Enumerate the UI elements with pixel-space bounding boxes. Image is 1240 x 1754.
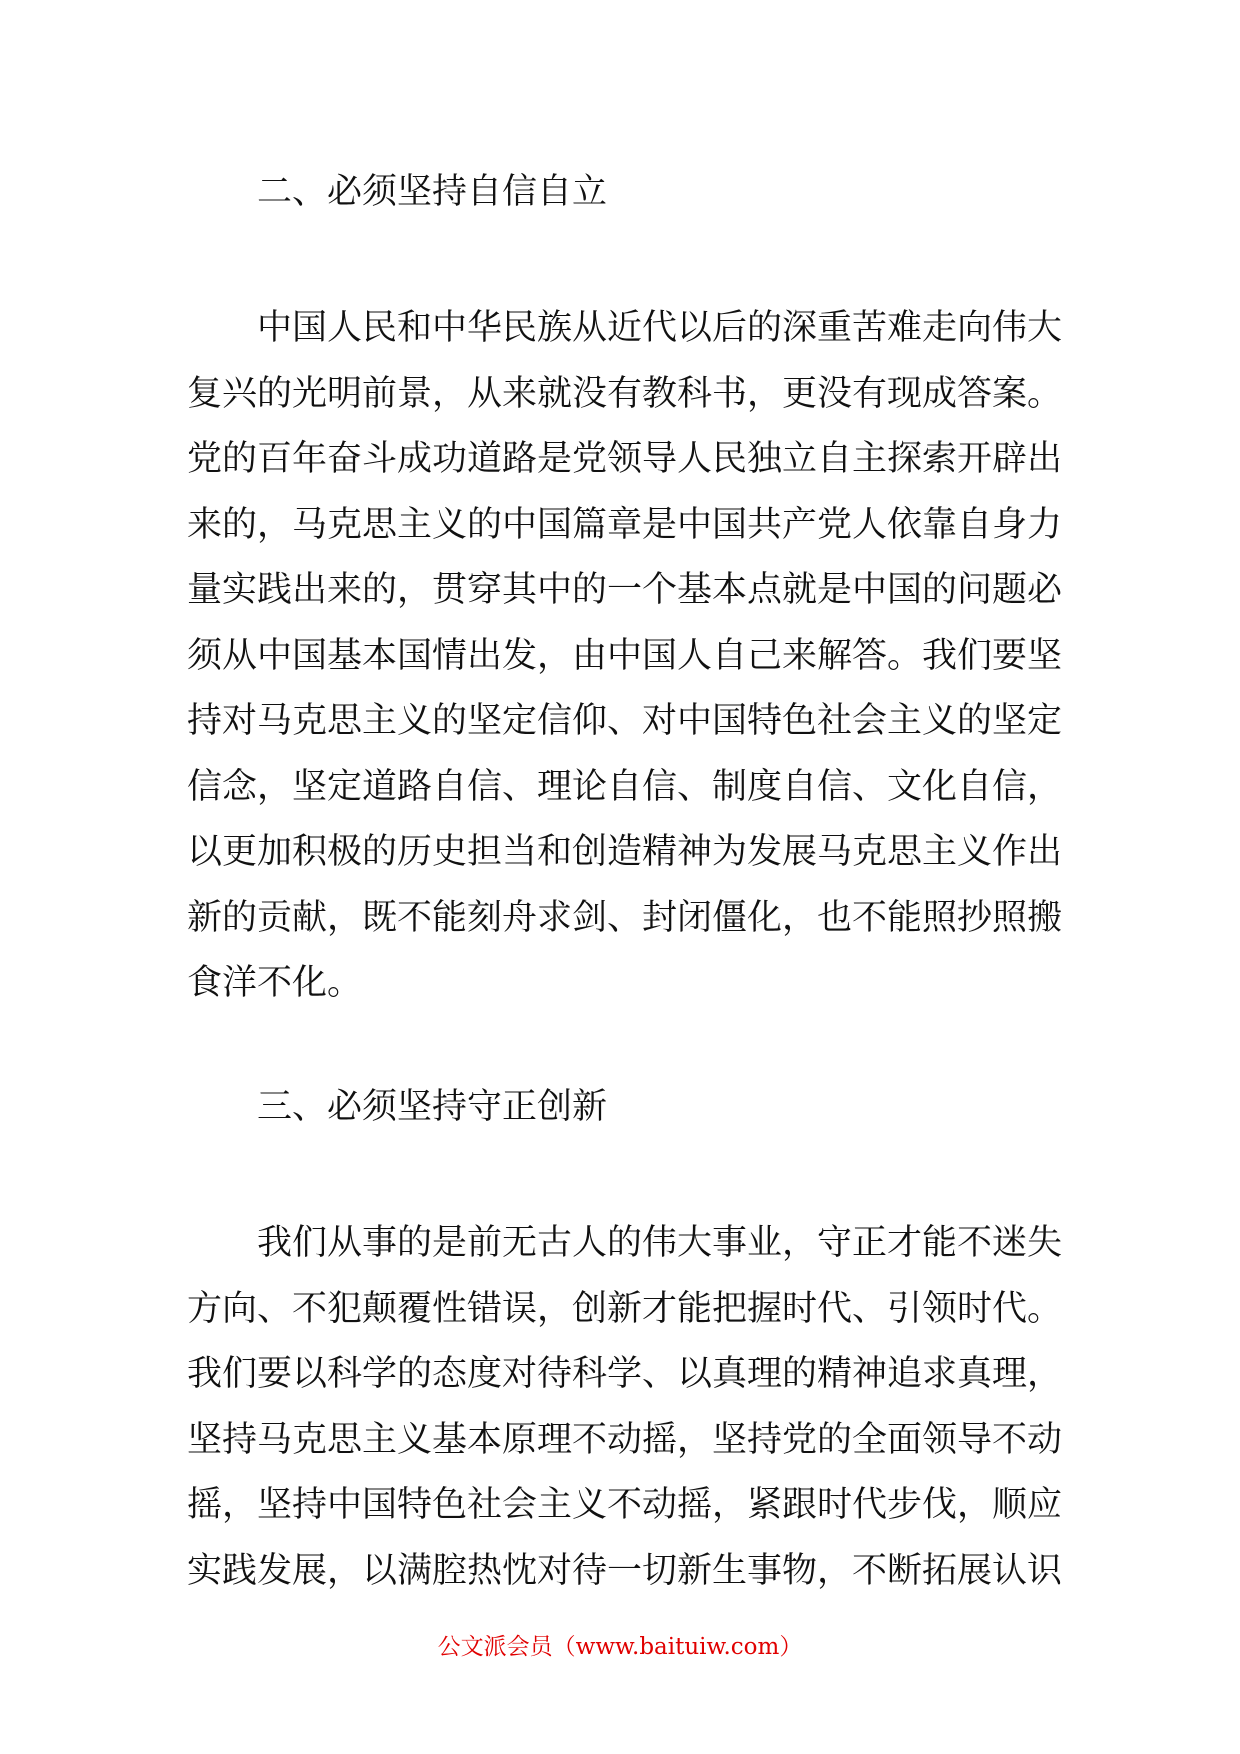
paragraph-line: 须从中国基本国情出发，由中国人自己来解答。我们要坚: [187, 635, 1063, 676]
paragraph-line: 党的百年奋斗成功道路是党领导人民独立自主探索开辟出: [187, 439, 1063, 479]
paragraph-line: 摇，坚持中国特色社会主义不动摇，紧跟时代步伐，顺应: [187, 1485, 1063, 1525]
paragraph-line: 量实践出来的，贯穿其中的一个基本点就是中国的问题必: [187, 570, 1063, 610]
section-paragraph-2: [187, 296, 1063, 1017]
paragraph-line: 方向、不犯颠覆性错误，创新才能把握时代、引领时代。: [187, 1288, 1063, 1329]
paragraph-line: 复兴的光明前景，从来就没有教科书，更没有现成答案。: [187, 373, 1063, 414]
section-heading-3: 三、必须坚持守正创新: [257, 1087, 608, 1127]
paragraph-line: 坚持马克思主义基本原理不动摇，坚持党的全面领导不动: [187, 1419, 1063, 1460]
paragraph-line: 中国人民和中华民族从近代以后的深重苦难走向伟大: [257, 308, 1063, 348]
paragraph-line: 新的贡献，既不能刻舟求剑、封闭僵化，也不能照抄照搬: [187, 897, 1063, 938]
section-heading-2: 二、必须坚持自信自立: [257, 172, 608, 212]
paragraph-line: 信念，坚定道路自信、理论自信、制度自信、文化自信，: [187, 766, 1063, 807]
paragraph-line: 实践发展，以满腔热忱对待一切新生事物，不断拓展认识: [187, 1550, 1063, 1591]
footer-watermark: 公文派会员（www.baituiw.com）: [437, 1634, 803, 1660]
paragraph-line: 我们要以科学的态度对待科学、以真理的精神追求真理，: [187, 1354, 1063, 1394]
paragraph-line: 我们从事的是前无古人的伟大事业，守正才能不迷失: [257, 1223, 1063, 1263]
paragraph-line: 持对马克思主义的坚定信仰、对中国特色社会主义的坚定: [187, 701, 1063, 741]
paragraph-line: 以更加积极的历史担当和创造精神为发展马克思主义作出: [187, 832, 1063, 872]
paragraph-line: 食洋不化。: [187, 963, 363, 1003]
paragraph-line: 来的，马克思主义的中国篇章是中国共产党人依靠自身力: [187, 504, 1063, 545]
section-paragraph-3: [187, 1211, 1063, 1604]
